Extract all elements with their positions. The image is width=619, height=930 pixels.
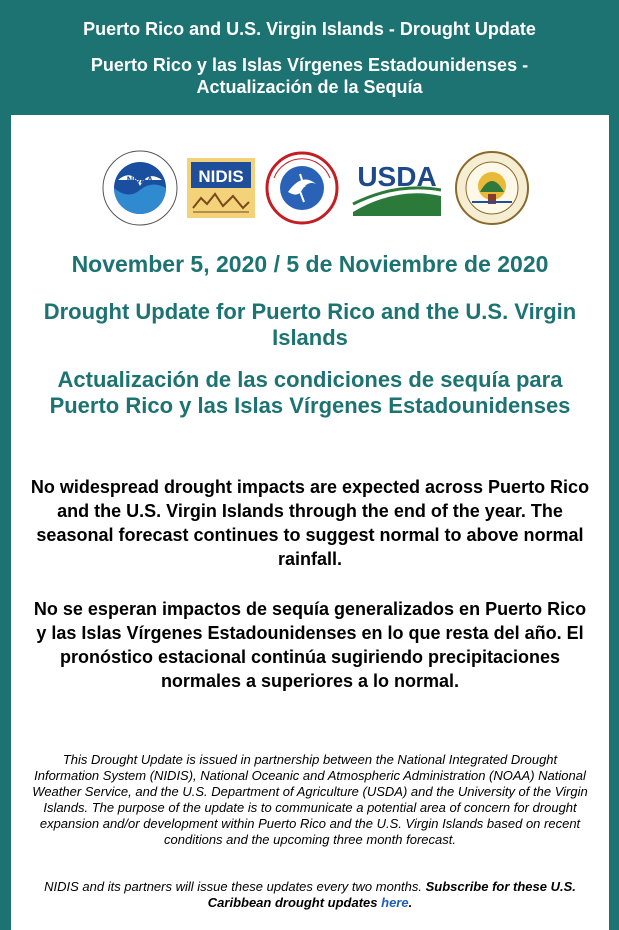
header-banner <box>0 0 619 115</box>
partner-logos <box>102 150 530 226</box>
usda-logo-text: USDA <box>357 161 437 192</box>
issue-date: November 5, 2020 / 5 de Noviembre de 2020 <box>71 251 549 277</box>
partnership-disclaimer: This Drought Update is issued in partnership between the National Integrated Drought Information System (NIDIS), National Oceanic and Atmospheric Administration (NOAA) National Weather Service, and the U.S. Department of Agriculture (USDA) and the University of the Virgin Islands. The purpose of the update is to communicate a potential area of concern for drought expansion and/or development within Puerto Rico and the U.S. Virgin Islands based on recent conditions and the upcoming three month forecast. <box>32 752 588 847</box>
nws-logo-icon <box>264 150 340 226</box>
title-es: Actualización de las condiciones de sequía para Puerto Rico y las Islas Vírgenes Estadounidenses <box>49 367 571 418</box>
subscribe-bold-text: Subscribe for these U.S. Caribbean drought updates <box>207 879 576 910</box>
subscribe-note <box>29 879 591 911</box>
summary-en: No widespread drought impacts are expected across Puerto Rico and the U.S. Virgin Islands through the end of the year. The seasonal forecast continues to suggest normal to above normal rainfall. <box>30 477 590 569</box>
title-en: Drought Update for Puerto Rico and the U.S. Virgin Islands <box>43 299 577 350</box>
uvi-seal-icon <box>454 150 530 226</box>
header-title-es: Puerto Rico y las Islas Vírgenes Estadounidenses - Actualización de la Sequía <box>90 55 529 97</box>
nidis-logo-text: NIDIS <box>198 167 244 186</box>
noaa-logo-icon <box>102 150 178 226</box>
subscribe-prefix: NIDIS and its partners will issue these updates every two months. <box>44 879 426 894</box>
subscribe-suffix: . <box>408 895 413 910</box>
header-title-en: Puerto Rico and U.S. Virgin Islands - Drought Update <box>83 19 536 39</box>
content-panel <box>11 115 609 930</box>
noaa-logo-text: NOAA <box>126 175 154 185</box>
summary-es: No se esperan impactos de sequía generalizados en Puerto Rico y las Islas Vírgenes Estadounidenses en lo que resta del año. El pronóstico estacional continúa sugiriendo precipitaciones normales a superiores a lo normal. <box>33 599 587 691</box>
subscribe-here-link[interactable]: here <box>381 895 409 910</box>
usda-logo-icon <box>349 156 445 220</box>
nidis-logo-icon <box>187 158 255 218</box>
